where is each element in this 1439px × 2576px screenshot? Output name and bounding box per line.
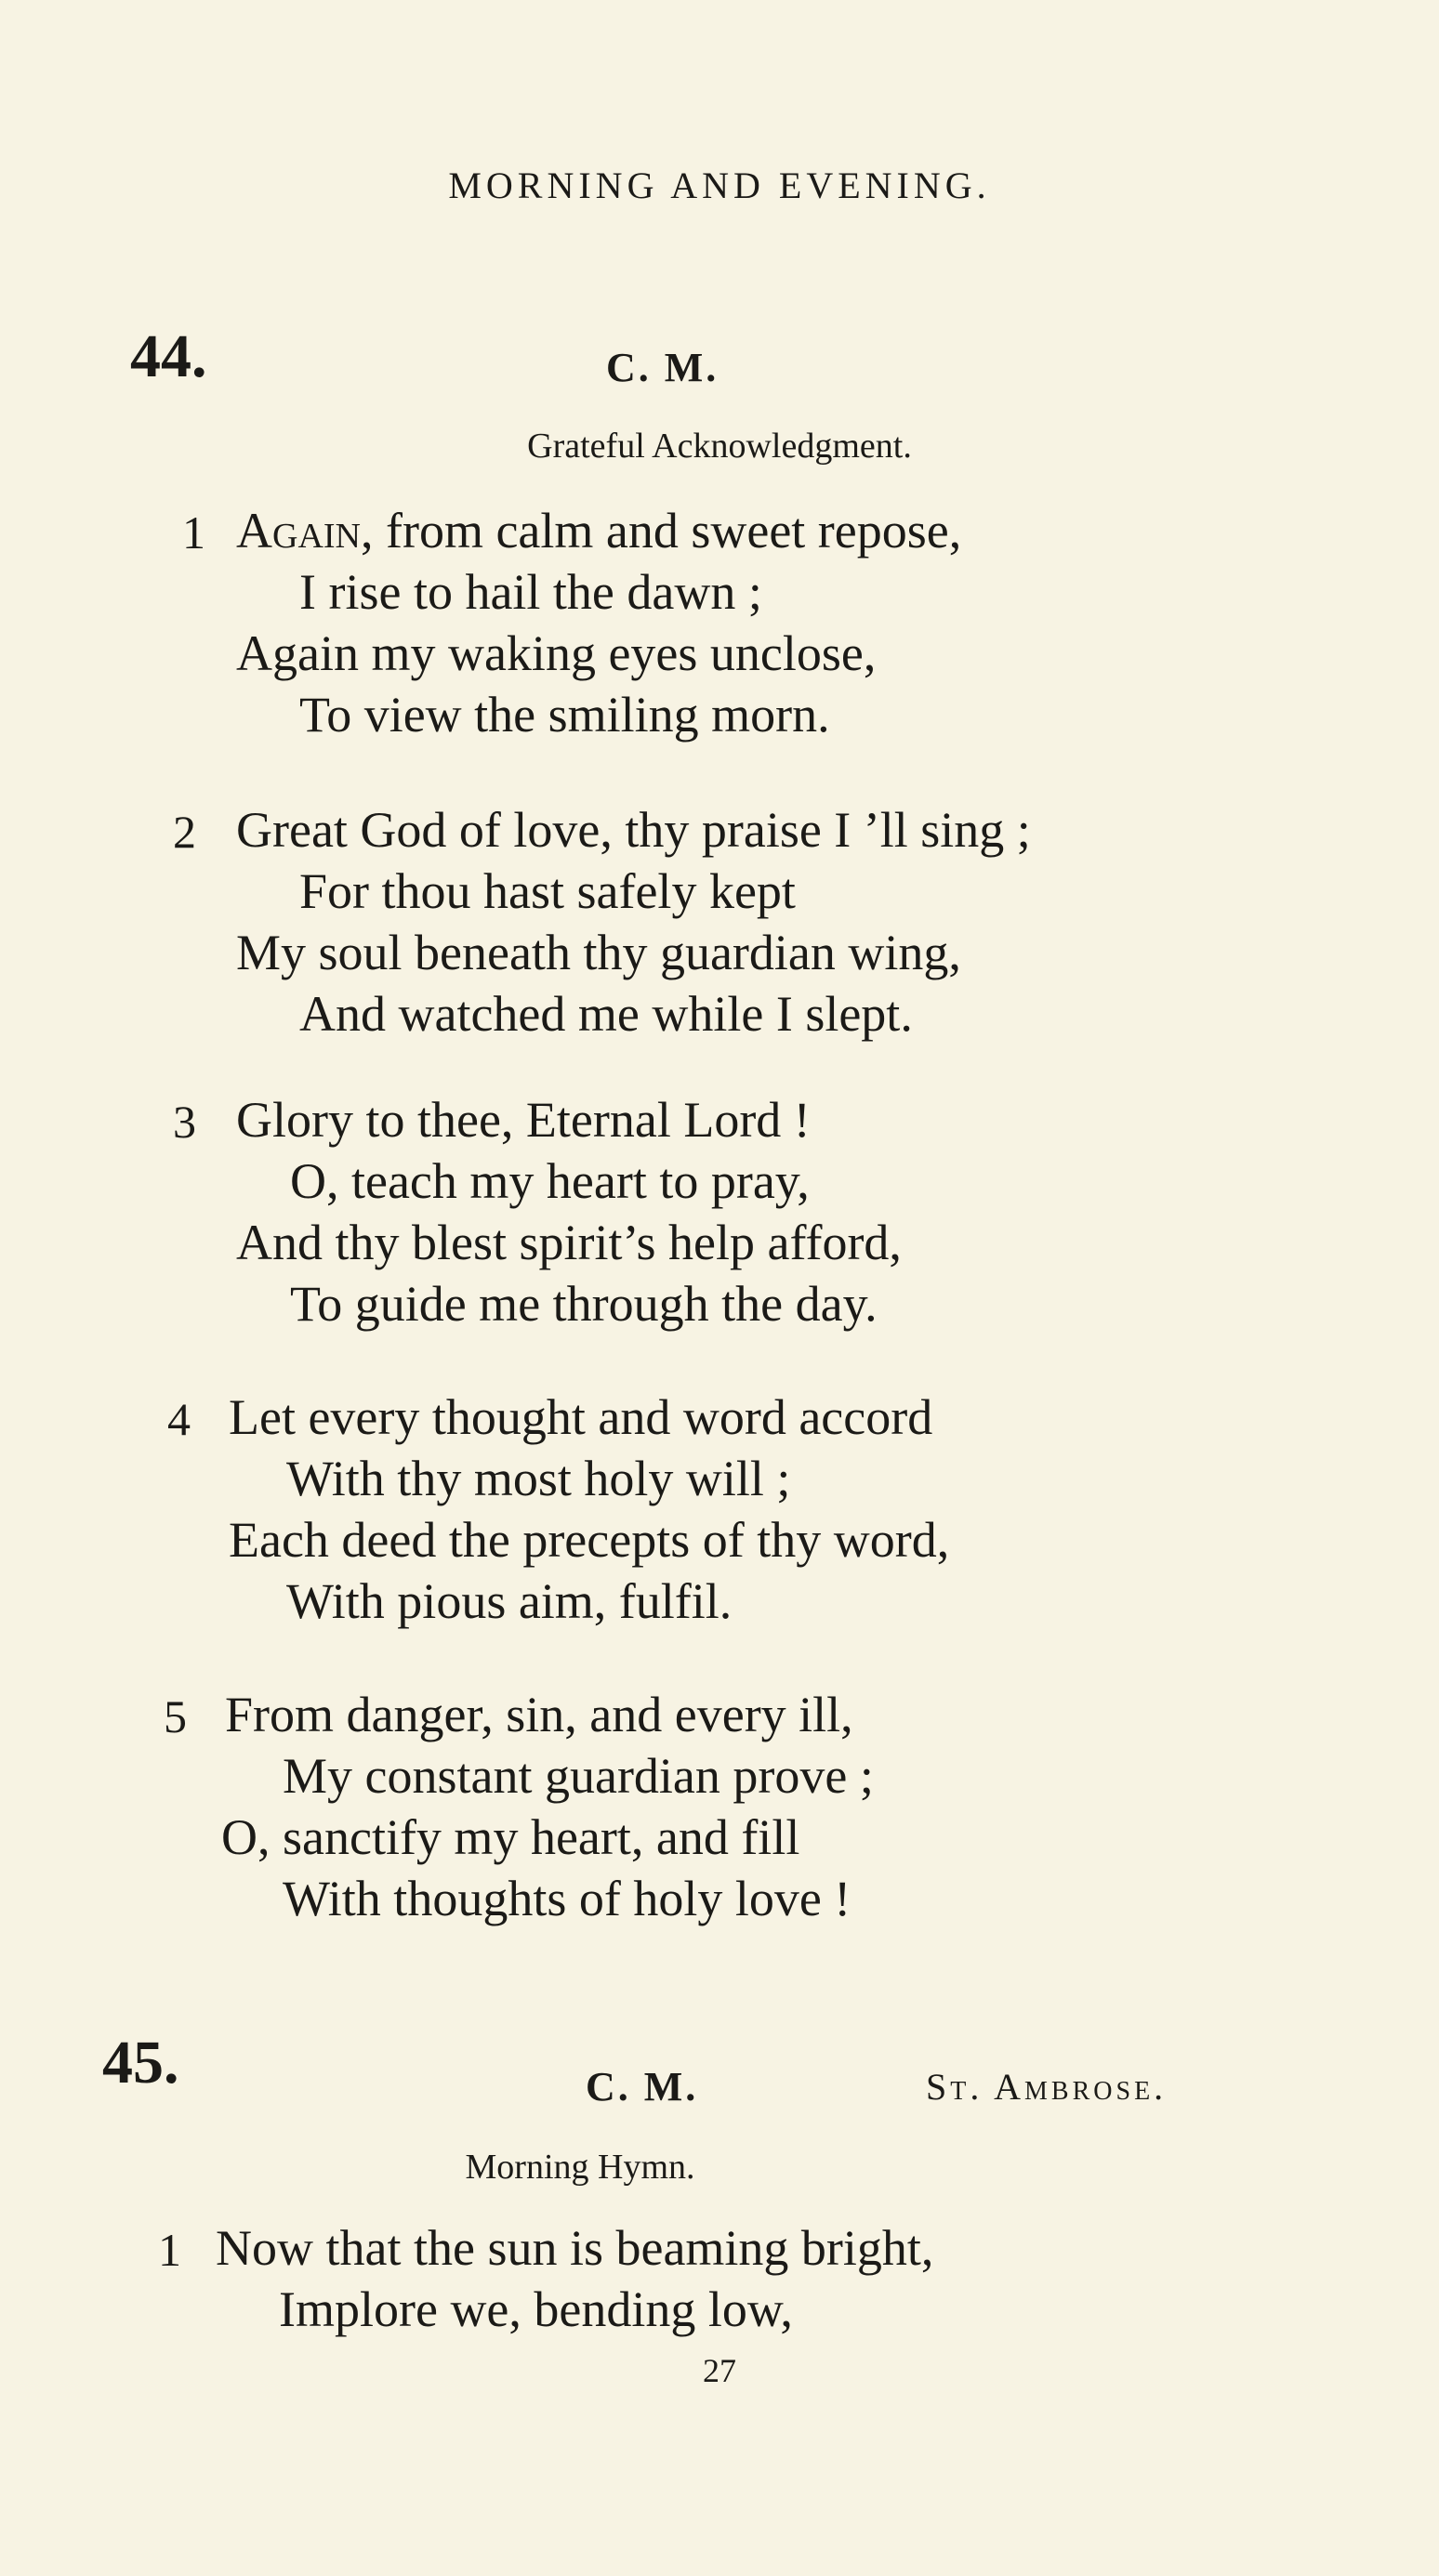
verse-line: O, teach my heart to pray, xyxy=(290,1153,810,1209)
verse-line: Great God of love, thy praise I ’ll sing ; xyxy=(236,802,1031,858)
verse-number: 3 xyxy=(173,1096,196,1148)
hymn-45-meter: C. M. xyxy=(586,2064,699,2109)
verse-line: Let every thought and word accord xyxy=(229,1389,933,1445)
verse-line: My constant guardian prove ; xyxy=(283,1748,874,1804)
verse-line: To guide me through the day. xyxy=(290,1276,878,1332)
verse-line: From danger, sin, and every ill, xyxy=(225,1687,853,1742)
verse-line: Now that the sun is beaming bright, xyxy=(216,2220,934,2276)
hymn-44-meter: C. M. xyxy=(606,345,720,390)
verse-number: 1 xyxy=(158,2224,181,2276)
verse-line xyxy=(236,502,961,559)
verse-line: With thoughts of holy love ! xyxy=(283,1871,852,1926)
hymn-45-tune: St. Ambrose. xyxy=(926,2066,1168,2108)
verse-line-text: from calm and sweet repose, xyxy=(373,503,962,559)
verse-line: Again my waking eyes unclose, xyxy=(236,625,877,681)
verse-number: 5 xyxy=(164,1690,187,1742)
verse-line: Each deed the precepts of thy word, xyxy=(229,1512,950,1568)
verse-line: I rise to hail the dawn ; xyxy=(299,564,762,620)
verse-line: And watched me while I slept. xyxy=(299,986,913,1042)
verse-number: 1 xyxy=(182,506,205,559)
verse-first-word: Again, xyxy=(236,503,374,559)
verse-line: Implore we, bending low, xyxy=(279,2281,793,2337)
verse-line: To view the smiling morn. xyxy=(299,687,830,743)
hymn-45-number: 45. xyxy=(102,2029,179,2096)
verse-line: For thou hast safely kept xyxy=(299,863,796,919)
verse-line: With thy most holy will ; xyxy=(286,1451,791,1506)
verse-line: My soul beneath thy guardian wing, xyxy=(236,925,961,980)
verse-line: And thy blest spirit’s help afford, xyxy=(236,1215,902,1270)
running-head: MORNING AND EVENING. xyxy=(448,164,991,206)
verse-line: Glory to thee, Eternal Lord ! xyxy=(236,1092,811,1148)
verse-number: 2 xyxy=(173,806,196,858)
hymn-44-subtitle: Grateful Acknowledgment. xyxy=(527,427,912,466)
hymn-45-subtitle: Morning Hymn. xyxy=(465,2148,695,2187)
hymn-44-number: 44. xyxy=(130,322,207,390)
verse-number: 4 xyxy=(167,1393,191,1445)
page-number: 27 xyxy=(703,2352,736,2389)
verse-line: With pious aim, fulfil. xyxy=(286,1573,733,1629)
verse-line: O, sanctify my heart, and fill xyxy=(221,1809,800,1865)
